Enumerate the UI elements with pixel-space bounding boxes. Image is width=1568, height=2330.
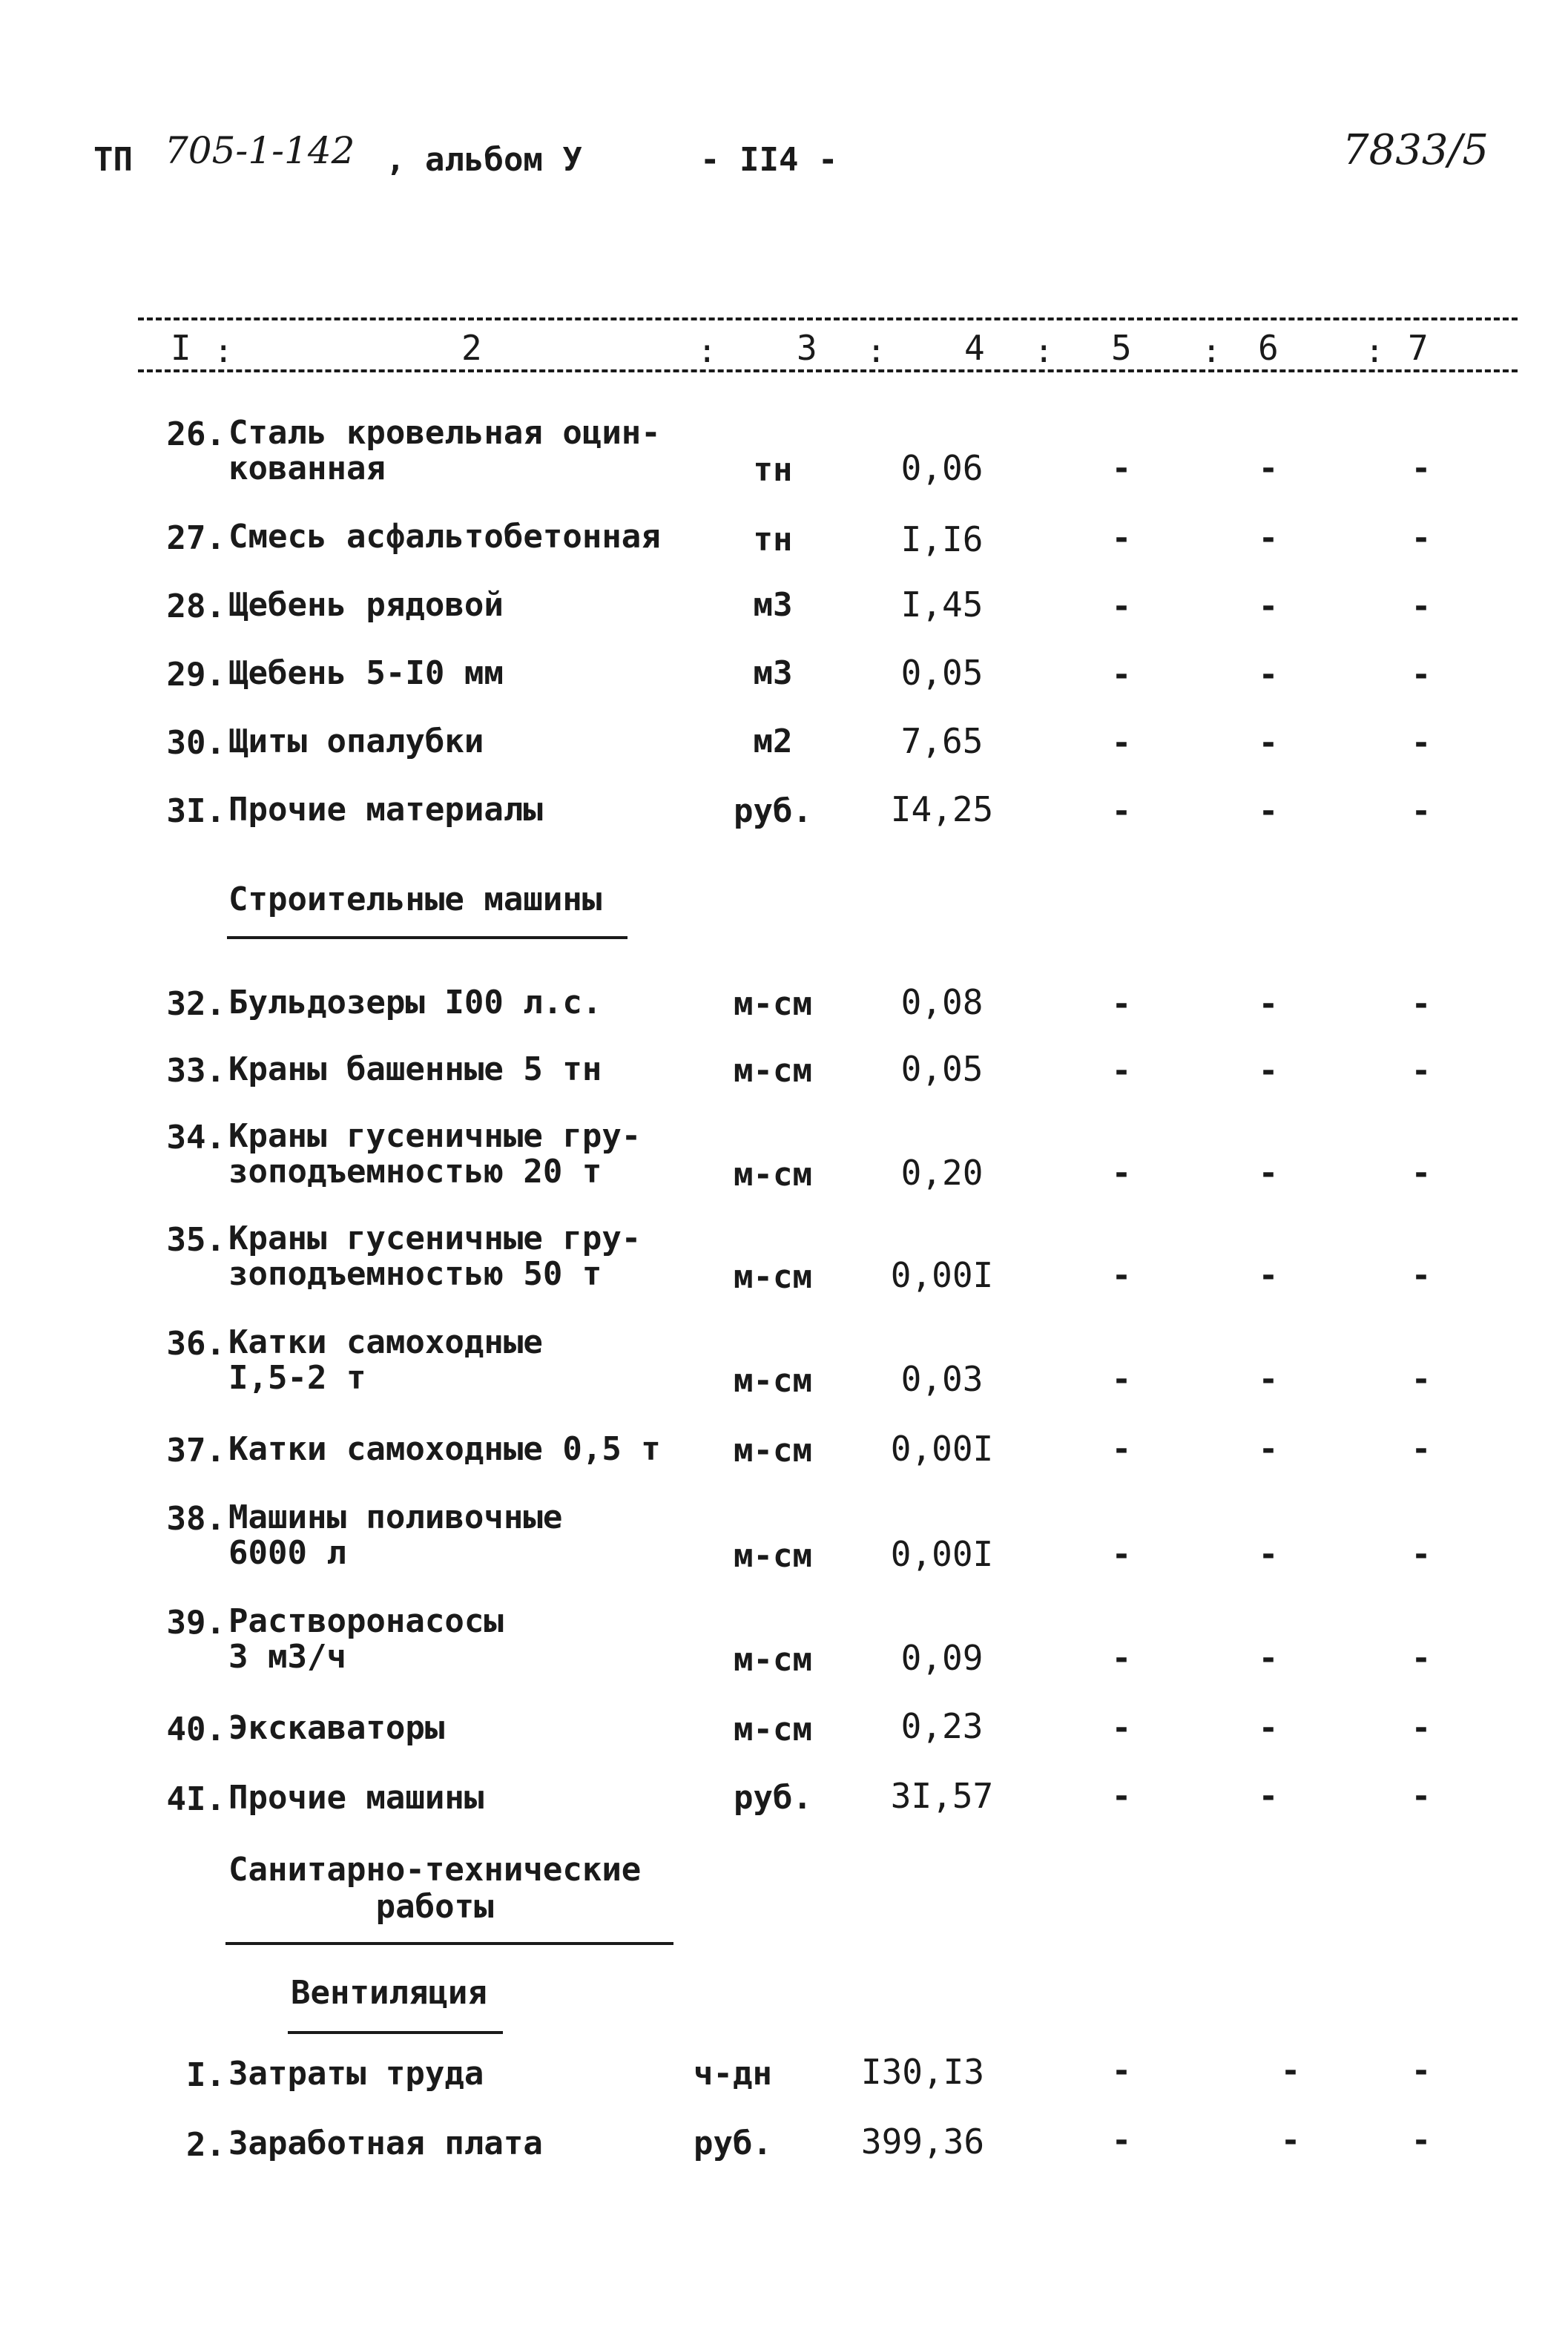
row-col6: - — [1258, 1257, 1279, 1294]
row-unit: ч-дн — [694, 2055, 772, 2093]
row-value: 0,00I — [890, 1255, 994, 1295]
col-separator: : — [697, 332, 717, 370]
row-unit: м-см — [734, 1156, 812, 1194]
row-number: 2. — [186, 2126, 225, 2164]
row-col6: - — [1258, 1430, 1279, 1468]
row-col6: - — [1258, 1639, 1279, 1677]
row-number: 35. — [166, 1221, 225, 1259]
row-col5: - — [1111, 1360, 1132, 1398]
row-value: 0,05 — [900, 1049, 984, 1089]
table-header-rule — [138, 369, 1518, 372]
project-number: 705-1-142 — [165, 129, 355, 172]
row-unit: м-см — [734, 1362, 812, 1400]
row-name: Экскаваторы — [228, 1709, 445, 1747]
row-col5: - — [1111, 519, 1132, 557]
col-7-number: 7 — [1408, 328, 1429, 368]
row-unit: тн — [753, 521, 793, 559]
row-number: 29. — [166, 656, 225, 694]
section-title-machines: Строительные машины — [228, 881, 602, 918]
row-value: 0,00I — [890, 1429, 994, 1469]
row-col5: - — [1111, 450, 1132, 487]
row-col7: - — [1411, 656, 1432, 694]
row-col6: - — [1258, 792, 1279, 830]
album-label: , альбом У — [386, 141, 582, 179]
row-col7: - — [1411, 2052, 1432, 2090]
row-col6: - — [1258, 1360, 1279, 1398]
row-value: I,45 — [900, 585, 984, 625]
row-col5: - — [1111, 588, 1132, 625]
row-col6: - — [1258, 450, 1279, 487]
row-name: Прочие материалы — [228, 791, 543, 829]
row-col7: - — [1411, 2122, 1432, 2159]
row-unit: руб. — [734, 1779, 812, 1817]
row-col7: - — [1411, 1430, 1432, 1468]
table-top-rule — [138, 317, 1518, 320]
col-4-number: 4 — [964, 328, 985, 368]
row-value: 0,23 — [900, 1706, 984, 1746]
row-col5: - — [1111, 724, 1132, 762]
row-col6: - — [1258, 1536, 1279, 1573]
row-unit: м-см — [734, 1641, 812, 1679]
row-col6: - — [1258, 1777, 1279, 1815]
row-col5: - — [1111, 1639, 1132, 1677]
col-separator: : — [1365, 332, 1385, 370]
row-unit: м2 — [753, 723, 793, 760]
row-value: 0,20 — [900, 1153, 984, 1193]
row-unit: руб. — [694, 2125, 772, 2162]
doc-prefix: ТП — [93, 141, 133, 179]
row-col7: - — [1411, 450, 1432, 487]
row-col6: - — [1280, 2122, 1301, 2159]
col-5-number: 5 — [1111, 328, 1132, 368]
row-col6: - — [1258, 519, 1279, 557]
row-name: Заработная плата — [228, 2125, 543, 2162]
row-number: 36. — [166, 1325, 225, 1363]
row-name: Бульдозеры I00 л.с. — [228, 984, 602, 1021]
col-separator: : — [1202, 332, 1222, 370]
col-6-number: 6 — [1258, 328, 1279, 368]
row-col7: - — [1411, 985, 1432, 1023]
row-number: 28. — [166, 588, 225, 625]
row-value: I4,25 — [890, 789, 994, 829]
row-unit: м3 — [753, 654, 793, 692]
row-col5: - — [1111, 2052, 1132, 2090]
row-col6: - — [1258, 656, 1279, 694]
col-separator: : — [866, 332, 886, 370]
row-unit: м-см — [734, 1432, 812, 1470]
row-col5: - — [1111, 1536, 1132, 1573]
row-name: Катки самоходные I,5-2 т — [228, 1323, 543, 1397]
row-value: 0,05 — [900, 653, 984, 693]
row-col6: - — [1258, 1709, 1279, 1747]
row-name: Щиты опалубки — [228, 723, 484, 760]
row-name: Прочие машины — [228, 1779, 484, 1817]
row-value: 0,03 — [900, 1359, 984, 1399]
row-number: 34. — [166, 1119, 225, 1156]
section-underline — [227, 936, 627, 939]
row-col5: - — [1111, 1430, 1132, 1468]
row-name: Щебень 5-I0 мм — [228, 654, 504, 692]
row-col5: - — [1111, 2122, 1132, 2159]
row-col6: - — [1258, 985, 1279, 1023]
col-1-number: I — [171, 328, 191, 368]
row-name: Смесь асфальтобетонная — [228, 518, 661, 556]
row-unit: м-см — [734, 1711, 812, 1748]
row-unit: тн — [753, 451, 793, 489]
row-col7: - — [1411, 519, 1432, 557]
row-col5: - — [1111, 1777, 1132, 1815]
row-number: 30. — [166, 724, 225, 762]
row-unit: м-см — [734, 1052, 812, 1090]
sheet-number: 7833/5 — [1343, 126, 1489, 174]
row-value: 7,65 — [900, 721, 984, 761]
row-col7: - — [1411, 1777, 1432, 1815]
row-value: 3I,57 — [890, 1776, 994, 1816]
row-number: 3I. — [166, 792, 225, 830]
row-number: 37. — [166, 1432, 225, 1470]
row-col6: - — [1258, 588, 1279, 625]
row-col7: - — [1411, 724, 1432, 762]
row-col5: - — [1111, 1709, 1132, 1747]
row-number: I. — [186, 2056, 225, 2094]
row-col7: - — [1411, 1536, 1432, 1573]
row-col7: - — [1411, 1154, 1432, 1192]
row-col7: - — [1411, 1709, 1432, 1747]
row-number: 33. — [166, 1052, 225, 1090]
row-col6: - — [1280, 2052, 1301, 2090]
row-col7: - — [1411, 1257, 1432, 1294]
section-underline — [288, 2031, 503, 2034]
row-number: 4I. — [166, 1780, 225, 1818]
row-value: I,I6 — [900, 519, 984, 559]
col-2-number: 2 — [461, 328, 482, 368]
row-col6: - — [1258, 724, 1279, 762]
row-value: 399,36 — [860, 2122, 985, 2162]
row-unit: руб. — [734, 792, 812, 830]
row-name: Затраты труда — [228, 2055, 484, 2093]
row-name: Катки самоходные 0,5 т — [228, 1430, 661, 1468]
row-col7: - — [1411, 792, 1432, 830]
row-col6: - — [1258, 1154, 1279, 1192]
row-name: Растворонасосы 3 м3/ч — [228, 1602, 504, 1676]
row-col7: - — [1411, 1639, 1432, 1677]
row-value: 0,09 — [900, 1638, 984, 1678]
row-col5: - — [1111, 656, 1132, 694]
row-name: Сталь кровельная оцин- кованная — [228, 414, 661, 487]
row-col5: - — [1111, 792, 1132, 830]
row-value: 0,00I — [890, 1534, 994, 1574]
row-unit: м-см — [734, 985, 812, 1023]
row-number: 27. — [166, 519, 225, 557]
row-name: Краны башенные 5 тн — [228, 1050, 602, 1088]
row-number: 32. — [166, 985, 225, 1023]
row-name: Краны гусеничные гру- зоподъемностью 20 т — [228, 1117, 642, 1191]
row-col5: - — [1111, 1154, 1132, 1192]
row-number: 38. — [166, 1500, 225, 1538]
section-title-ventilation: Вентиляция — [291, 1974, 487, 2012]
row-col7: - — [1411, 1052, 1432, 1090]
col-separator: : — [214, 332, 234, 370]
row-name: Машины поливочные 6000 л — [228, 1498, 563, 1572]
row-unit: м-см — [734, 1537, 812, 1575]
row-unit: м3 — [753, 586, 793, 624]
row-unit: м-см — [734, 1258, 812, 1296]
row-value: 0,06 — [900, 448, 984, 488]
col-3-number: 3 — [797, 328, 817, 368]
row-col5: - — [1111, 985, 1132, 1023]
row-value: 0,08 — [900, 982, 984, 1022]
row-number: 40. — [166, 1711, 225, 1748]
section-title-sanitary: Санитарно-технические работы — [228, 1851, 642, 1926]
row-col7: - — [1411, 588, 1432, 625]
row-value: I30,I3 — [860, 2052, 985, 2092]
row-col5: - — [1111, 1257, 1132, 1294]
page-number: - II4 - — [700, 141, 838, 179]
col-separator: : — [1034, 332, 1054, 370]
section-underline — [225, 1942, 673, 1945]
row-col6: - — [1258, 1052, 1279, 1090]
row-col5: - — [1111, 1052, 1132, 1090]
row-number: 26. — [166, 415, 225, 453]
row-name: Щебень рядовой — [228, 586, 504, 624]
row-number: 39. — [166, 1604, 225, 1642]
row-name: Краны гусеничные гру- зоподъемностью 50 т — [228, 1220, 642, 1293]
row-col7: - — [1411, 1360, 1432, 1398]
